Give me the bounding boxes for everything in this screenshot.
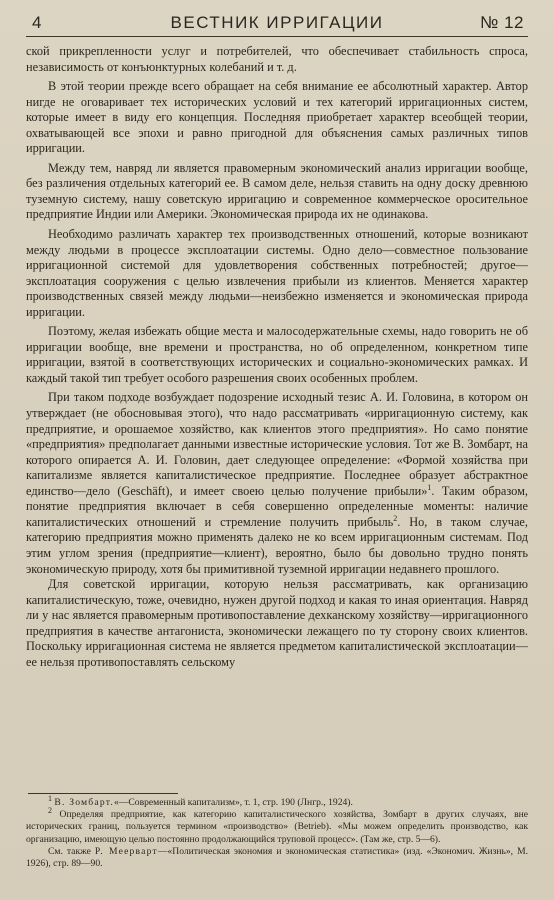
- paragraph-text: . Таким образом, понятие предприятия включает в себя совершенно определенные моменты: наличие капиталистических отношений и стремление получить прибыль: [26, 483, 529, 529]
- footnote: [26, 846, 528, 870]
- page-number: 4: [32, 13, 42, 32]
- footnotes: [26, 793, 529, 870]
- footnote-prefix: См. также: [48, 845, 91, 857]
- footnote: [26, 793, 528, 809]
- journal-title: ВЕСТНИК ИРРИГАЦИИ: [170, 13, 384, 32]
- footnote-text: —«Политическая экономия и экономическая статистика» (изд. «Экономич. Жизнь», М. 1926), стр. 89—90.: [26, 845, 529, 870]
- footnote-ref: 1: [427, 482, 432, 492]
- paragraph: Необходимо различать характер тех производственных отношений, которые возникают между людьми в процессе эксплоатации системы. Одно дело—совместное пользование ирригационной системой для удовлетворения собственных потребностей; другое—эксплоатация сооружения с целью извлечения прибыли из клиентов. Меняется характер производственных связей между людьми—неизбежно изменяется и экономическая природа ирригации.: [26, 227, 528, 319]
- paragraph: ской прикрепленности услуг и потребителей, что обеспечивает стабильность спроса, независимость от конъюнктурных колебаний и т. д.: [26, 44, 528, 74]
- paragraph-with-footnotes: [26, 390, 528, 577]
- footnote-ref: 2: [393, 513, 398, 523]
- paragraph-text: При таком подходе возбуждает подозрение исходный тезис А. И. Головина, в котором он утверждает (не обосновывая этого), что надо рассматривать «ирригационную систему, как предприятие, и орошаемое хозяйство, как клиентов этого предприятия». Но само понятие «предприятия» предполагает данными известные исторические условия. Тот же В. Зомбарт, на которого опирается А. И. Головин, дает следующее определение: «Формой хозяйства при капитализме является капиталистическое предприятие. Последнее образует абстрактное единство—дело (Geschäft), и имеет своею целью получение прибыли»: [26, 390, 528, 498]
- paragraph: Между тем, навряд ли является правомерным экономический анализ ирригации вообще, без различения отдельных категорий ее. В самом деле, нельзя ставить на одну доску древнюю туземную систему, нашу советскую ирригацию и современное коммерческое оросительное предприятие Индии или Америки. Экономическая природа их не одинакова.: [26, 160, 528, 222]
- footnote-author: В. Зомбарт.: [54, 797, 114, 808]
- footnote-mark: 1: [48, 793, 52, 803]
- footnote: [26, 806, 528, 846]
- paragraph: Поэтому, желая избежать общие места и малосодержательные схемы, надо говорить не об ирригации вообще, вне времени и пространства, но об определенном, конкретном типе ирригации, взятой в соответствующих исторических и социально-экономических рамках. И каждый такой тип требует особого разрешения своих особенных проблем.: [26, 324, 528, 385]
- footnote-author: Р. Меерварт: [94, 845, 158, 857]
- footnote-mark: 2: [48, 806, 52, 816]
- footnote-text: «—Современный капитализм», т. 1, стр. 190 (Лнгр., 1924).: [113, 797, 353, 808]
- footnote-text: Определяя предприятие, как категорию капиталистического хозяйства, Зомбарт в других случаях, вне исторических границ, пользуется термином «производство» (Betrieb). «Мы можем определить производство, как организацию, имеющую целью постоянно продолжающийся труповой процесс». (Там же, стр. 5—6).: [26, 809, 528, 845]
- paragraph: Для советской ирригации, которую нельзя рассматривать, как организацию капиталистическую, тоже, очевидно, нужен другой подход и какая то иная ориентация. Навряд ли у нас является правомерным противопоставление дехканскому хозяйству—ирригационного предприятия в качестве антагониста, экономически лежащего по ту сторону своих клиентов. Поскольку ирригационная система не является предметом капиталистической эксплоатации—ее нельзя противопоставлять сельскому: [26, 577, 528, 669]
- paragraph: В этой теории прежде всего обращает на себя внимание ее абсолютный характер. Автор нигде не оговаривает тех исторических условий и тех категорий ирригационных систем, которые имеет в виду его концепция. Последняя приобретает характер всеобщей теории, охватывающей все эпохи и равно пригодной для объяснения самых различных типов ирригации.: [26, 79, 528, 156]
- article-body: [26, 44, 528, 674]
- issue-number: № 12: [480, 13, 524, 32]
- running-header: [26, 10, 528, 37]
- paragraph-text: . Но, в таком случае, категорию предприятия можно применять далеко не ко всем ирригационным системам. Под этим углом зрения (предприятие—клиент), вероятно, было бы довольно трудно понять экономическую природу, хотя бы примитивной туземной ирригации недавнего прошлого.: [26, 514, 528, 576]
